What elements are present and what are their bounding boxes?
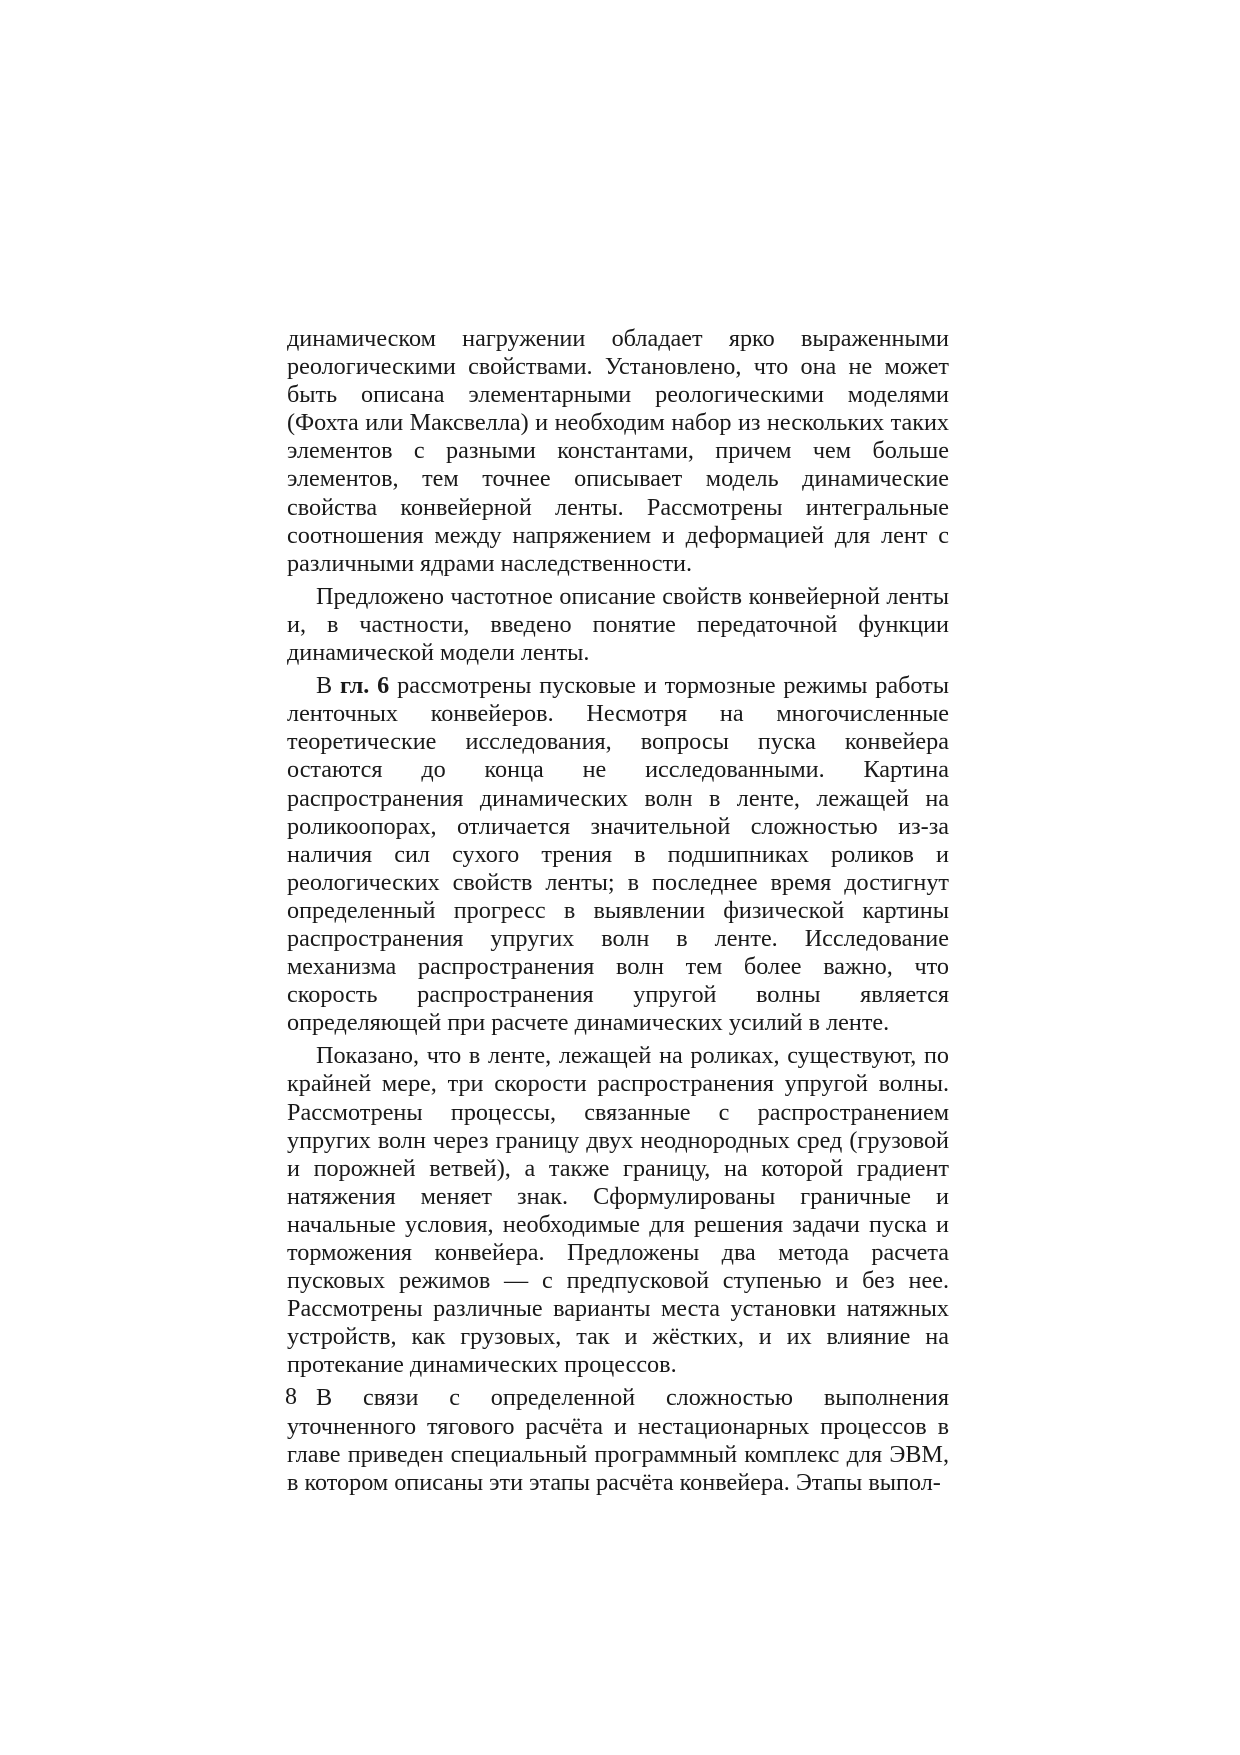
paragraph-1 [287, 325, 949, 578]
paragraph-2-text: Предложено частотное описание свойств конвейерной ленты и, в частности, введено понятие передаточной функции динамической модели ленты. [287, 582, 949, 667]
body-text [287, 325, 949, 1497]
paragraph-3-prefix: В [316, 672, 340, 700]
paragraph-2 [287, 583, 949, 667]
paragraph-3 [287, 672, 949, 1037]
paragraph-4 [287, 1042, 949, 1379]
paragraph-3-text: рассмотрены пусковые и тормозные режимы работы ленточных конвейеров. Несмотря на многочисленные теоретические исследования, вопросы пуска конвейера остаются до конца не исследованными. Картина распространения динамических волн в ленте, лежащей на роликоопорах, отличается значительной сложностью из-за наличия сил сухого трения в подшипниках роликов и реологических свойств ленты; в последнее время достигнут определенный прогресс в выявлении физической картины распространения упругих волн в ленте. Исследование механизма распространения волн тем более важно, что скорость распространения упругой волны является определяющей при расчете динамических усилий в ленте. [287, 672, 949, 1037]
paragraph-5-text: В связи с определенной сложностью выполнения уточненного тягового расчёта и нестационарных процессов в главе приведен специальный программный комплекс для ЭВМ, в котором описаны эти этапы расчёта конвейера. Этапы выпол- [287, 1384, 949, 1496]
paragraph-5 [287, 1384, 949, 1496]
chapter-reference: гл. 6 [339, 672, 390, 700]
page-number: 8 [285, 1384, 297, 1410]
paragraph-4-text: Показано, что в ленте, лежащей на роликах, существуют, по крайней мере, три скорости распространения упругой волны. Рассмотрены процессы, связанные с распространением упругих волн через границу двух неоднородных сред (грузовой и порожней ветвей), а также границу, на которой градиент натяжения меняет знак. Сформулированы граничные и начальные условия, необходимые для решения задачи пуска и торможения конвейера. Предложены два метода расчета пусковых режимов — с предпусковой ступенью и без нее. Рассмотрены различные варианты места установки натяжных устройств, как грузовых, так и жёстких, и их влияние на протекание динамических процессов. [287, 1042, 949, 1379]
paragraph-1-text: динамическом нагружении обладает ярко выраженными реологическими свойствами. Установлено, что она не может быть описана элементарными реологическими моделями (Фохта или Максвелла) и необходим набор из нескольких таких элементов с разными константами, причем чем больше элементов, тем точнее описывает модель динамические свойства конвейерной ленты. Рассмотрены интегральные соотношения между напряжением и деформацией для лент с различными ядрами наследственности. [287, 325, 949, 577]
